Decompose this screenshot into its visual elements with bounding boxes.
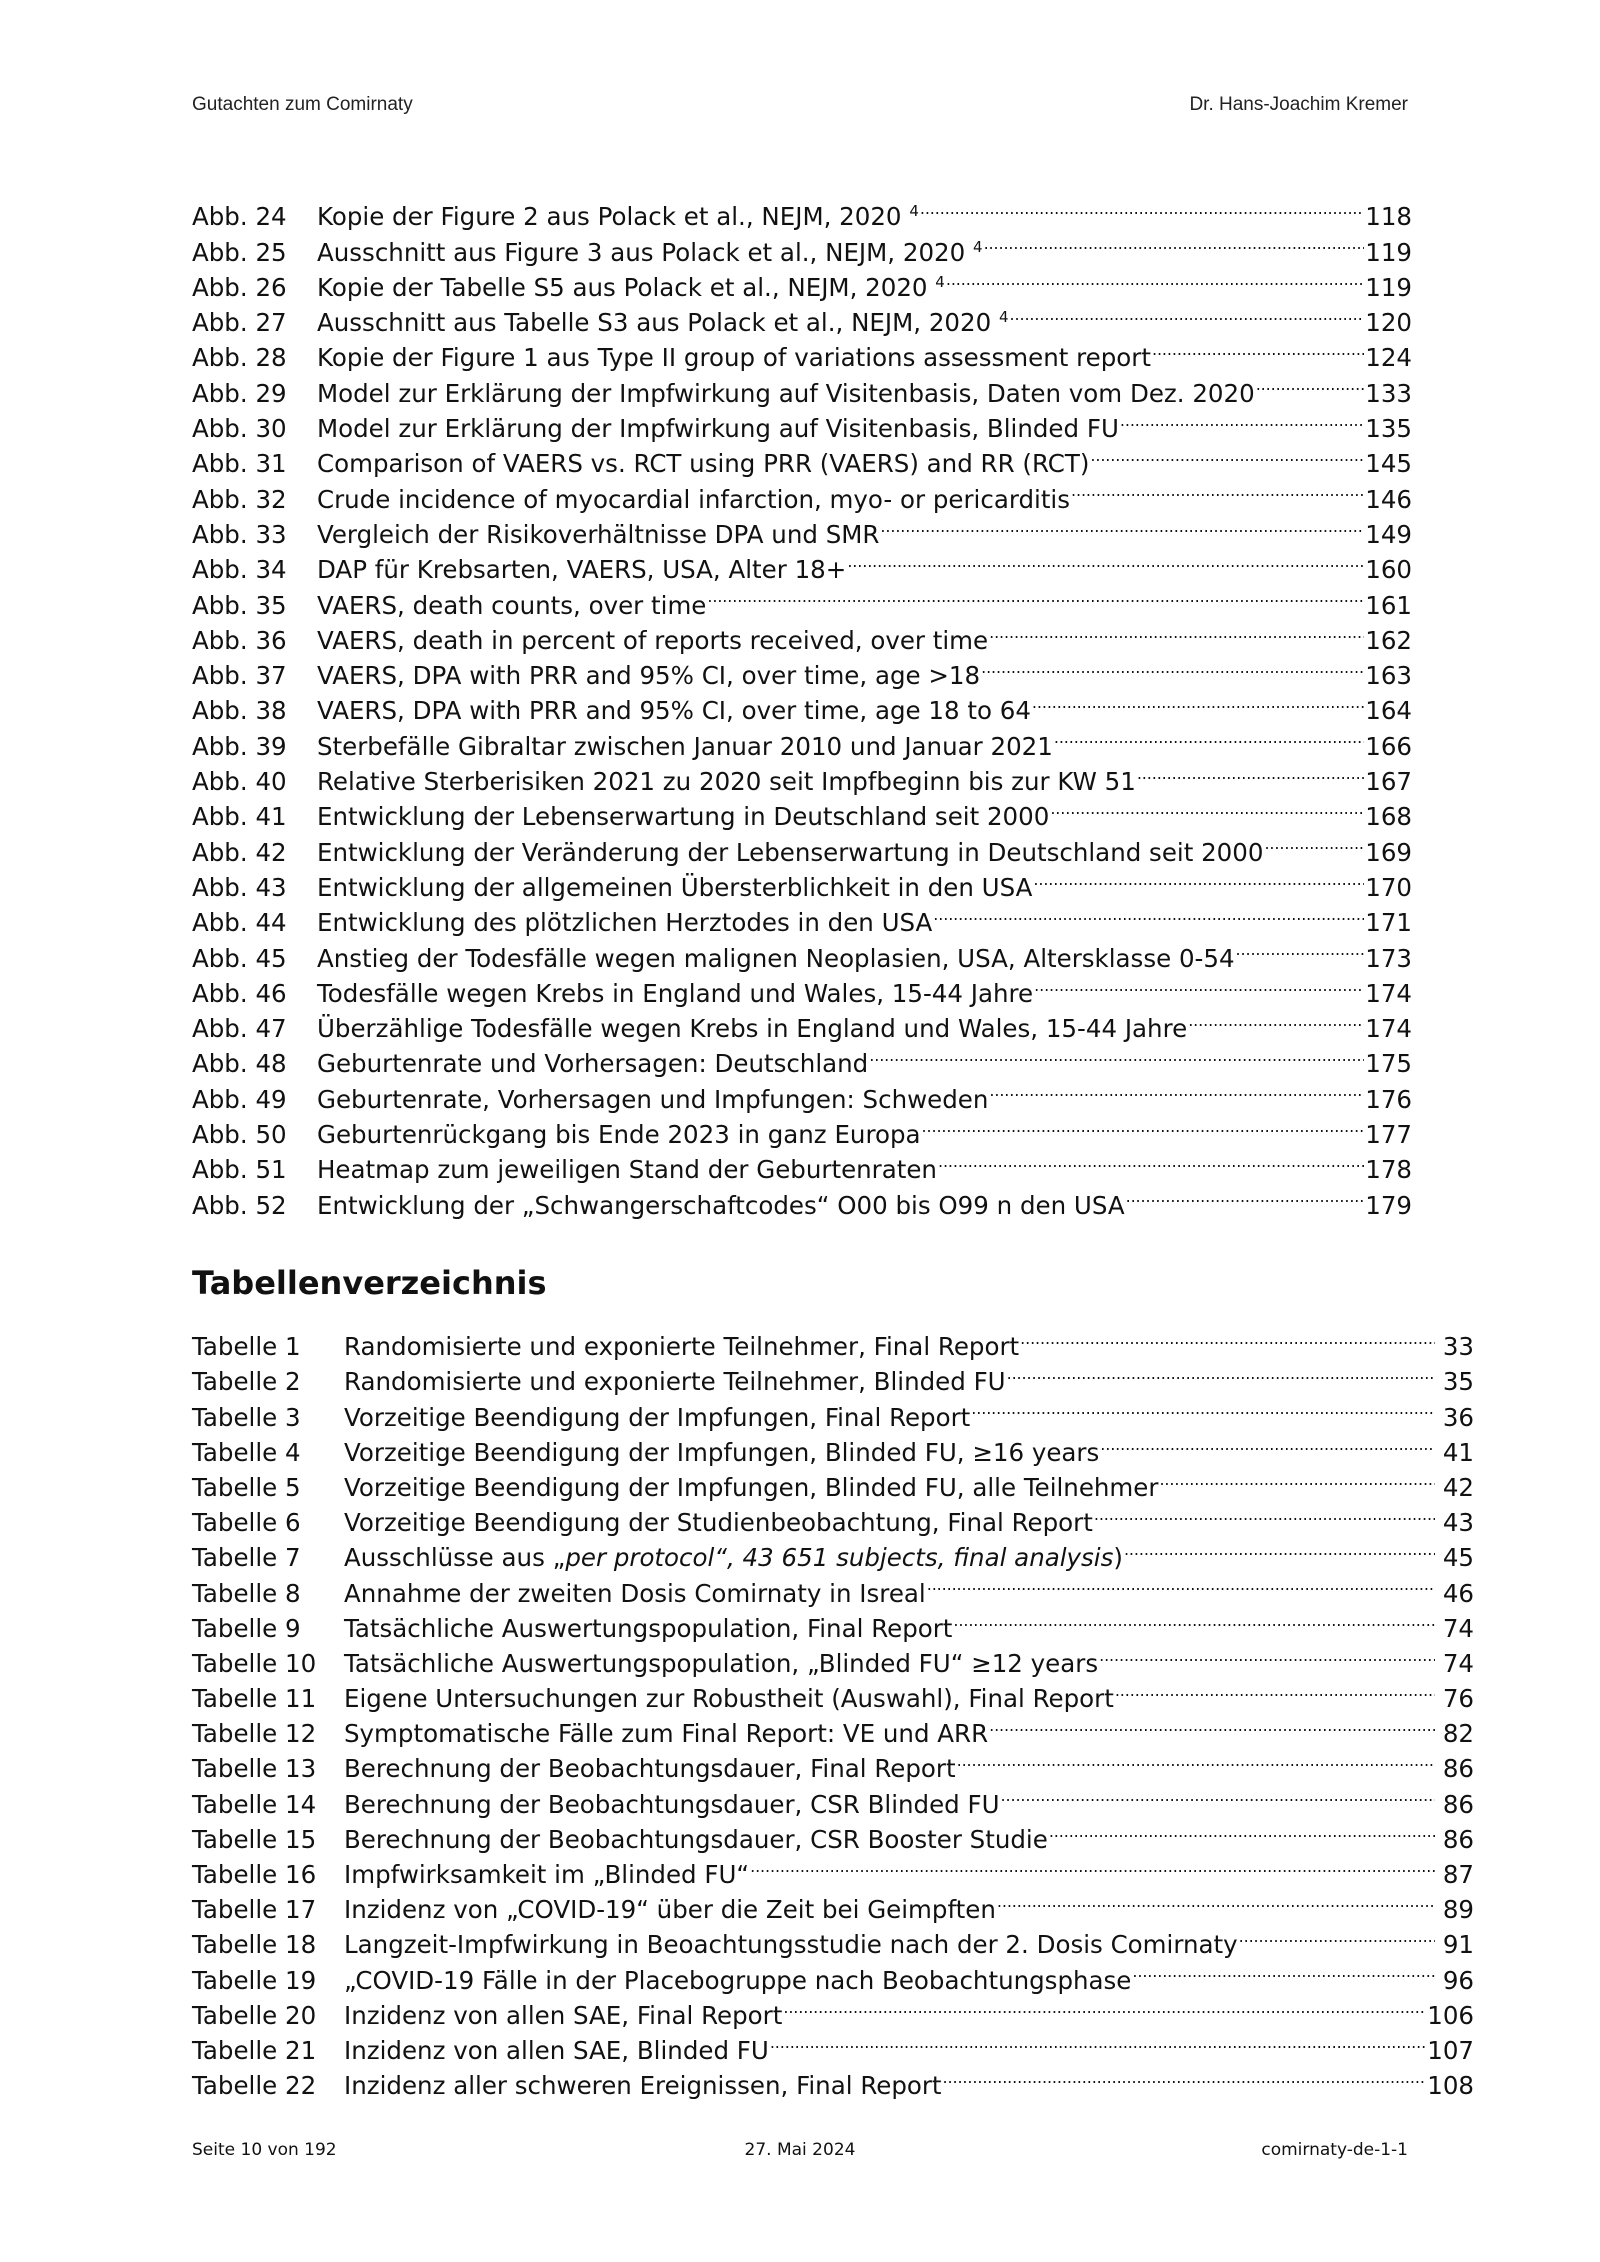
figure-page-number: 149 <box>1365 519 1412 549</box>
leader-dots <box>946 261 1364 296</box>
figure-number: Abb. 51 <box>192 1155 287 1185</box>
leader-dots <box>869 1037 1364 1072</box>
table-title-end-text: ) <box>1113 1543 1123 1573</box>
figure-page-number: 120 <box>1365 308 1412 338</box>
figure-number: Abb. 26 <box>192 272 287 302</box>
figure-page-number: 163 <box>1365 661 1412 691</box>
leader-dots <box>1256 366 1365 401</box>
leader-dots <box>933 896 1364 931</box>
table-title <box>344 1576 926 1611</box>
leader-dots <box>1032 684 1364 719</box>
table-page-number: 82 <box>1442 1719 1474 1749</box>
figure-title <box>317 517 879 552</box>
table-number: Tabelle 21 <box>192 2035 317 2065</box>
leader-dots <box>783 1989 1426 2024</box>
table-number: Tabelle 4 <box>192 1437 301 1467</box>
table-number: Tabelle 14 <box>192 1789 317 1819</box>
figure-title <box>317 235 983 270</box>
figure-title <box>317 1117 921 1152</box>
figure-title <box>317 199 919 234</box>
figure-title <box>317 588 706 623</box>
figure-number: Abb. 45 <box>192 943 287 973</box>
table-number: Tabelle 8 <box>192 1578 301 1608</box>
figure-number: Abb. 40 <box>192 767 287 797</box>
leader-dots <box>1001 1777 1435 1812</box>
table-number: Tabelle 17 <box>192 1895 317 1925</box>
figure-title <box>317 446 1089 481</box>
figure-page-number: 166 <box>1365 731 1412 761</box>
figure-page-number: 170 <box>1365 872 1412 902</box>
table-title <box>344 2033 769 2068</box>
table-page-number: 45 <box>1442 1543 1474 1573</box>
table-page-number: 42 <box>1442 1472 1474 1502</box>
table-title-text: Symptomatische Fälle zum Final Report: VE und ARR <box>344 1719 989 1749</box>
table-page-number: 86 <box>1442 1824 1474 1854</box>
leader-dots <box>1100 1426 1435 1461</box>
table-title-text: Impfwirksamkeit im „Blinded FU“ <box>344 1860 750 1889</box>
leader-dots <box>1264 825 1364 860</box>
figure-title <box>317 1082 988 1117</box>
figure-number: Abb. 28 <box>192 343 287 373</box>
figure-number: Abb. 32 <box>192 484 287 514</box>
table-number: Tabelle 18 <box>192 1930 317 1960</box>
figure-title <box>317 976 1033 1011</box>
figure-title <box>317 764 1136 799</box>
figure-page-number: 177 <box>1365 1120 1412 1150</box>
figure-title <box>317 729 1053 764</box>
footer-page-number: Seite 10 von 192 <box>192 2140 337 2160</box>
table-page-number: 106 <box>1427 2000 1474 2030</box>
table-number: Tabelle 10 <box>192 1648 317 1678</box>
leader-dots <box>1115 1672 1435 1707</box>
figure-title <box>317 1188 1125 1223</box>
figure-number: Abb. 25 <box>192 237 287 267</box>
table-page-number: 86 <box>1442 1789 1474 1819</box>
figure-title-text: Ausschnitt aus Figure 3 aus Polack et al., NEJM, 2020 <box>317 237 966 267</box>
figure-page-number: 119 <box>1365 237 1412 267</box>
table-page-number: 46 <box>1442 1578 1474 1608</box>
table-title-text: Inzidenz von allen SAE, Blinded FU <box>344 2035 769 2065</box>
leader-dots <box>953 1602 1435 1637</box>
table-number: Tabelle 5 <box>192 1472 301 1502</box>
figure-title-text: Todesfälle wegen Krebs in England und Wales, 15-44 Jahre <box>317 978 1034 1008</box>
table-list-item[interactable] <box>192 1320 1474 1362</box>
figure-page-number: 167 <box>1365 767 1412 797</box>
leader-dots <box>1137 755 1364 790</box>
leader-dots <box>1126 1178 1365 1213</box>
figure-title <box>317 376 1255 411</box>
figure-title <box>317 270 945 305</box>
table-page-number: 91 <box>1442 1930 1474 1960</box>
table-number: Tabelle 6 <box>192 1508 301 1538</box>
leader-dots <box>1094 1496 1435 1531</box>
table-title <box>344 1751 956 1786</box>
table-title <box>344 1505 1093 1540</box>
figure-number: Abb. 27 <box>192 308 287 338</box>
figure-title-text: VAERS, DPA with PRR and 95% CI, over time, age 18 to 64 <box>317 696 1031 726</box>
figure-list-item[interactable] <box>192 190 1412 232</box>
figure-page-number: 175 <box>1365 1049 1412 1079</box>
figure-number: Abb. 24 <box>192 202 287 232</box>
figure-title-text: VAERS, DPA with PRR and 95% CI, over time, age >18 <box>317 661 981 691</box>
figure-number: Abb. 48 <box>192 1049 287 1079</box>
figure-reference-number: 4 <box>999 308 1009 327</box>
figure-title <box>317 658 980 693</box>
figure-number: Abb. 36 <box>192 625 287 655</box>
figure-title-text: Vergleich der Risikoverhältnisse DPA und SMR <box>317 519 880 549</box>
table-number: Tabelle 13 <box>192 1754 317 1784</box>
leader-dots <box>847 543 1364 578</box>
leader-dots <box>971 1390 1435 1425</box>
table-title-text: Berechnung der Beobachtungsdauer, CSR Booster Studie <box>344 1824 1048 1854</box>
figure-number: Abb. 31 <box>192 449 287 479</box>
figure-page-number: 119 <box>1365 272 1412 302</box>
figure-title <box>317 411 1119 446</box>
page-header <box>192 94 1408 122</box>
leader-dots <box>927 1566 1435 1601</box>
leader-dots <box>1049 1813 1435 1848</box>
figure-title-text: Model zur Erklärung der Impfwirkung auf Visitenbasis, Blinded FU <box>317 414 1119 444</box>
figure-reference-number: 4 <box>909 202 919 221</box>
figure-page-number: 168 <box>1365 802 1412 832</box>
leader-dots <box>1120 402 1364 437</box>
leader-dots <box>922 1108 1365 1143</box>
table-page-number: 36 <box>1442 1402 1474 1432</box>
figure-page-number: 135 <box>1365 414 1412 444</box>
leader-dots <box>1239 1918 1435 1953</box>
figure-number: Abb. 49 <box>192 1084 287 1114</box>
table-number: Tabelle 11 <box>192 1684 317 1714</box>
figure-title-text: Kopie der Figure 2 aus Polack et al., NEJM, 2020 <box>317 202 902 232</box>
figure-page-number: 169 <box>1365 837 1412 867</box>
figure-page-number: 174 <box>1365 978 1412 1008</box>
tables-section-title: Tabellenverzeichnis <box>192 1264 547 1302</box>
figure-page-number: 162 <box>1365 625 1412 655</box>
table-title <box>344 1611 952 1646</box>
leader-dots <box>989 1707 1435 1742</box>
figure-title-text: Kopie der Tabelle S5 aus Polack et al., NEJM, 2020 <box>317 272 928 302</box>
table-number: Tabelle 7 <box>192 1543 301 1573</box>
table-title <box>344 1329 1019 1364</box>
figure-page-number: 176 <box>1365 1084 1412 1114</box>
leader-dots <box>707 578 1364 613</box>
leader-dots <box>1236 931 1365 966</box>
leader-dots <box>938 1143 1364 1178</box>
table-title-text: Ausschlüsse aus „ <box>344 1543 566 1573</box>
figure-page-number: 145 <box>1365 449 1412 479</box>
leader-dots <box>1007 1355 1435 1390</box>
leader-dots <box>920 190 1364 225</box>
figure-page-number: 146 <box>1365 484 1412 514</box>
table-number: Tabelle 20 <box>192 2000 317 2030</box>
figure-number: Abb. 38 <box>192 696 287 726</box>
leader-dots <box>957 1742 1435 1777</box>
figure-page-number: 178 <box>1365 1155 1412 1185</box>
leader-dots <box>1020 1320 1435 1355</box>
figure-title-text: Heatmap zum jeweiligen Stand der Geburtenraten <box>317 1155 937 1185</box>
figure-title-text: Entwicklung der Veränderung der Lebenserwartung in Deutschland seit 2000 <box>317 837 1264 867</box>
table-number: Tabelle 3 <box>192 1402 301 1432</box>
table-title-text: Vorzeitige Beendigung der Impfungen, Blinded FU, alle Teilnehmer <box>344 1472 1159 1502</box>
figure-title-text: Entwicklung des plötzlichen Herztodes in den USA <box>317 908 933 938</box>
table-number: Tabelle 16 <box>192 1860 317 1889</box>
leader-dots <box>750 1848 1435 1883</box>
figure-number: Abb. 39 <box>192 731 287 761</box>
figure-title-text: Entwicklung der Lebenserwartung in Deutschland seit 2000 <box>317 802 1050 832</box>
figure-page-number: 173 <box>1365 943 1412 973</box>
footer-document-id: comirnaty-de-1-1 <box>1261 2140 1408 2160</box>
figure-title-text: Comparison of VAERS vs. RCT using PRR (VAERS) and RR (RCT) <box>317 449 1090 479</box>
table-title <box>344 1927 1238 1962</box>
table-title-text: Tatsächliche Auswertungspopulation, „Blinded FU“ ≥12 years <box>344 1648 1099 1678</box>
table-page-number: 35 <box>1442 1367 1474 1397</box>
figure-number: Abb. 44 <box>192 908 287 938</box>
figure-title-text: Geburtenrate, Vorhersagen und Impfungen: Schweden <box>317 1084 989 1114</box>
table-title-text: Vorzeitige Beendigung der Impfungen, Blinded FU, ≥16 years <box>344 1437 1100 1467</box>
figure-title-text: Ausschnitt aus Tabelle S3 aus Polack et al., NEJM, 2020 <box>317 308 992 338</box>
leader-dots <box>989 614 1364 649</box>
figure-title-text: VAERS, death counts, over time <box>317 590 707 620</box>
figure-number: Abb. 37 <box>192 661 287 691</box>
leader-dots <box>997 1883 1435 1918</box>
table-page-number: 76 <box>1442 1684 1474 1714</box>
table-title-text: Annahme der zweiten Dosis Comirnaty in Isreal <box>344 1578 926 1608</box>
figure-title <box>317 870 1032 905</box>
figure-page-number: 179 <box>1365 1190 1412 1220</box>
table-title-text: Berechnung der Beobachtungsdauer, Final Report <box>344 1754 956 1784</box>
figure-title-text: Geburtenrückgang bis Ende 2023 in ganz Europa <box>317 1120 921 1150</box>
table-title-text: Berechnung der Beobachtungsdauer, CSR Blinded FU <box>344 1789 1000 1819</box>
figure-title <box>317 340 1151 375</box>
leader-dots <box>1099 1637 1435 1672</box>
figure-title-text: Kopie der Figure 1 aus Type II group of variations assessment report <box>317 343 1151 373</box>
figure-number: Abb. 46 <box>192 978 287 1008</box>
table-title-text: Tatsächliche Auswertungspopulation, Final Report <box>344 1613 953 1643</box>
figure-title <box>317 1152 937 1187</box>
figure-number: Abb. 43 <box>192 872 287 902</box>
table-list <box>192 1320 1474 2101</box>
figure-page-number: 160 <box>1365 555 1412 585</box>
leader-dots <box>1132 1953 1435 1988</box>
table-title-text: Vorzeitige Beendigung der Impfungen, Final Report <box>344 1402 971 1432</box>
figure-title-text: Anstieg der Todesfälle wegen malignen Neoplasien, USA, Altersklasse 0-54 <box>317 943 1235 973</box>
leader-dots <box>1124 1531 1435 1566</box>
table-number: Tabelle 12 <box>192 1719 317 1749</box>
header-document-title: Gutachten zum Comirnaty <box>192 94 413 115</box>
table-page-number: 108 <box>1427 2071 1474 2101</box>
figure-number: Abb. 30 <box>192 414 287 444</box>
leader-dots <box>1090 437 1364 472</box>
table-title-text: Randomisierte und exponierte Teilnehmer, Final Report <box>344 1332 1020 1362</box>
figure-number: Abb. 42 <box>192 837 287 867</box>
table-number: Tabelle 15 <box>192 1824 317 1854</box>
table-title <box>344 2068 942 2103</box>
figure-reference-number: 4 <box>973 237 983 256</box>
table-page-number: 87 <box>1442 1860 1474 1889</box>
leader-dots <box>943 2059 1427 2094</box>
figure-title <box>317 905 932 940</box>
table-page-number: 107 <box>1427 2035 1474 2065</box>
table-page-number: 86 <box>1442 1754 1474 1784</box>
figure-page-number: 164 <box>1365 696 1412 726</box>
leader-dots <box>1159 1461 1435 1496</box>
table-title-text: Inzidenz von allen SAE, Final Report <box>344 2000 783 2030</box>
table-title-text: Vorzeitige Beendigung der Studienbeobachtung, Final Report <box>344 1508 1093 1538</box>
figure-title-text: Crude incidence of myocardial infarction, myo- or pericarditis <box>317 484 1071 514</box>
figure-title-text: Entwicklung der „Schwangerschaftcodes“ O00 bis O99 n den USA <box>317 1190 1125 1220</box>
leader-dots <box>981 649 1364 684</box>
table-title <box>344 1400 970 1435</box>
figure-title <box>317 799 1049 834</box>
figure-page-number: 133 <box>1365 378 1412 408</box>
table-title-text: Inzidenz von „COVID-19“ über die Zeit bei Geimpften <box>344 1895 996 1925</box>
page-footer <box>192 2140 1408 2166</box>
table-title-text: Eigene Untersuchungen zur Robustheit (Auswahl), Final Report <box>344 1684 1114 1714</box>
table-title <box>344 1470 1158 1505</box>
table-title-text: Randomisierte und exponierte Teilnehmer, Blinded FU <box>344 1367 1006 1397</box>
figure-number: Abb. 34 <box>192 555 287 585</box>
table-title <box>344 1716 988 1751</box>
table-title-text: „COVID-19 Fälle in der Placebogruppe nach Beobachtungsphase <box>344 1965 1132 1995</box>
table-number: Tabelle 22 <box>192 2071 317 2101</box>
figure-page-number: 161 <box>1365 590 1412 620</box>
figure-title-text: Sterbefälle Gibraltar zwischen Januar 2010 und Januar 2021 <box>317 731 1053 761</box>
table-number: Tabelle 1 <box>192 1332 301 1362</box>
table-page-number: 89 <box>1442 1895 1474 1925</box>
figure-title-text: Geburtenrate und Vorhersagen: Deutschland <box>317 1049 869 1079</box>
table-title <box>344 1435 1099 1470</box>
figure-title-text: VAERS, death in percent of reports received, over time <box>317 625 989 655</box>
table-title-italic-text: per protocol“, 43 651 subjects, final analysis <box>565 1543 1114 1573</box>
table-page-number: 74 <box>1442 1648 1474 1678</box>
figure-title-text: Überzählige Todesfälle wegen Krebs in England und Wales, 15-44 Jahre <box>317 1014 1188 1044</box>
figure-list <box>192 190 1412 1220</box>
leader-dots <box>989 1072 1364 1107</box>
table-title <box>344 1892 996 1927</box>
table-title <box>344 1787 1000 1822</box>
figure-title <box>317 693 1031 728</box>
leader-dots <box>1071 472 1364 507</box>
leader-dots <box>984 225 1365 260</box>
table-number: Tabelle 9 <box>192 1613 301 1643</box>
leader-dots <box>1034 967 1364 1002</box>
figure-reference-number: 4 <box>935 272 945 291</box>
leader-dots <box>1010 296 1365 331</box>
footer-date: 27. Mai 2024 <box>744 2140 856 2160</box>
table-title <box>344 1998 782 2033</box>
table-title <box>344 1646 1098 1681</box>
figure-page-number: 124 <box>1365 343 1412 373</box>
leader-dots <box>1054 719 1364 754</box>
table-title <box>344 1857 749 1892</box>
figure-number: Abb. 41 <box>192 802 287 832</box>
table-number: Tabelle 2 <box>192 1367 301 1397</box>
figure-number: Abb. 52 <box>192 1190 287 1220</box>
figure-title <box>317 305 1009 340</box>
figure-title-text: Relative Sterberisiken 2021 zu 2020 seit Impfbeginn bis zur KW 51 <box>317 767 1136 797</box>
figure-title <box>317 623 988 658</box>
figure-number: Abb. 29 <box>192 378 287 408</box>
figure-title-text: Model zur Erklärung der Impfwirkung auf Visitenbasis, Daten vom Dez. 2020 <box>317 378 1255 408</box>
figure-page-number: 174 <box>1365 1014 1412 1044</box>
table-title-text: Inzidenz aller schweren Ereignissen, Final Report <box>344 2071 942 2101</box>
table-page-number: 74 <box>1442 1613 1474 1643</box>
figure-number: Abb. 47 <box>192 1014 287 1044</box>
table-page-number: 33 <box>1442 1332 1474 1362</box>
figure-number: Abb. 35 <box>192 590 287 620</box>
figure-title <box>317 1046 868 1081</box>
leader-dots <box>1188 1002 1364 1037</box>
table-title <box>344 1364 1006 1399</box>
leader-dots <box>880 508 1364 543</box>
leader-dots <box>770 2024 1426 2059</box>
table-page-number: 41 <box>1442 1437 1474 1467</box>
table-title-text: Langzeit-Impfwirkung in Beoachtungsstudie nach der 2. Dosis Comirnaty <box>344 1930 1238 1960</box>
figure-number: Abb. 50 <box>192 1120 287 1150</box>
leader-dots <box>1152 331 1364 366</box>
figure-number: Abb. 33 <box>192 519 287 549</box>
leader-dots <box>1050 790 1364 825</box>
leader-dots <box>1033 861 1364 896</box>
figure-title-text: DAP für Krebsarten, VAERS, USA, Alter 18+ <box>317 555 847 585</box>
table-page-number: 96 <box>1442 1965 1474 1995</box>
figure-page-number: 118 <box>1365 202 1412 232</box>
table-number: Tabelle 19 <box>192 1965 317 1995</box>
header-author: Dr. Hans-Joachim Kremer <box>1189 94 1408 115</box>
figure-page-number: 171 <box>1365 908 1412 938</box>
table-page-number: 43 <box>1442 1508 1474 1538</box>
figure-title-text: Entwicklung der allgemeinen Übersterblichkeit in den USA <box>317 872 1033 902</box>
